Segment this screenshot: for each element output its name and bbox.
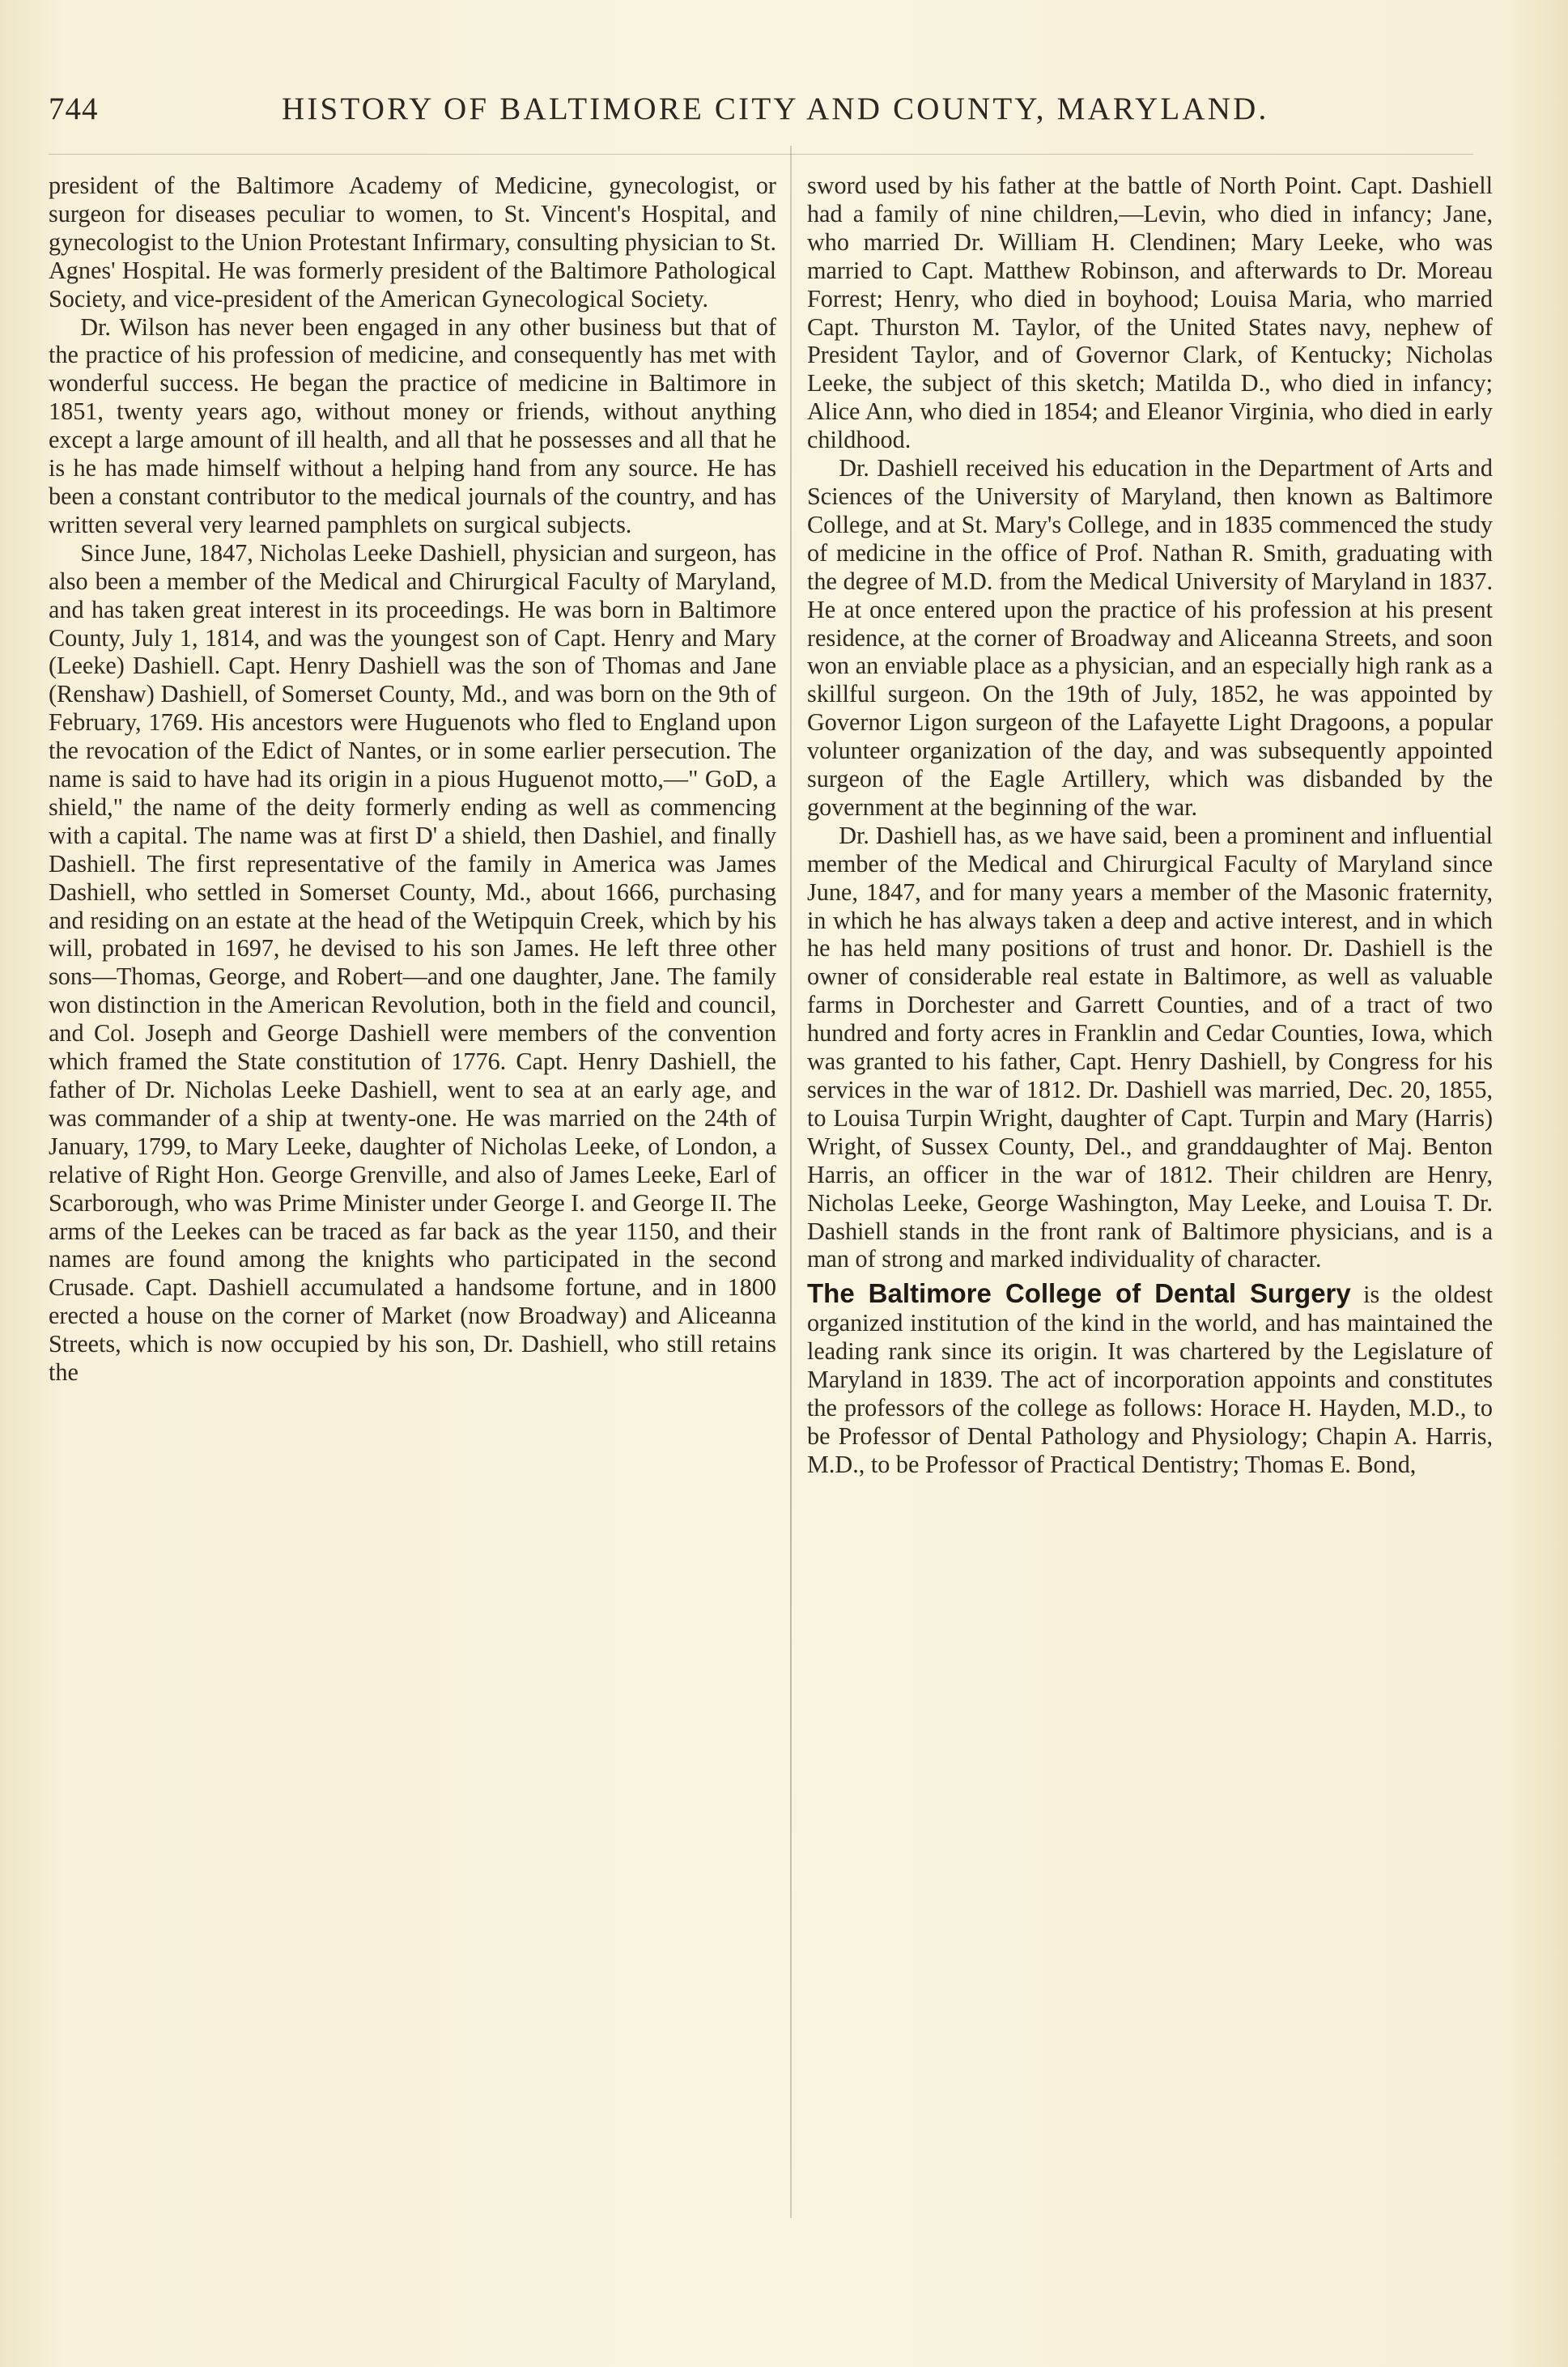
page-header — [49, 91, 1473, 139]
paragraph: Since June, 1847, Nicholas Leeke Dashiell, physician and surgeon, has also been a member of the Medical and Chirurgical Faculty of Maryland, and has taken great interest in its proceedings. He was born in Baltimore County, July 1, 1814, and was the youngest son of Capt. Henry and Mary (Leeke) Dashiell. Capt. Henry Dashiell was the son of Thomas and Jane (Renshaw) Dashiell, of Somerset County, Md., and was born on the 9th of February, 1769. His ancestors were Huguenots who fled to England upon the revocation of the Edict of Nantes, or in some earlier persecution. The name is said to have had its origin in a pious Huguenot motto,—" GoD, a shield," the name of the deity formerly ending as well as commencing with a capital. The name was at first D' a shield, then Dashiel, and finally Dashiell. The first representative of the family in America was James Dashiell, who settled in Somerset County, Md., about 1666, purchasing and residing on an estate at the head of the Wetipquin Creek, which by his will, probated in 1697, he devised to his son James. He left three other sons—Thomas, George, and Robert—and one daughter, Jane. The family won distinction in the American Revolution, both in the field and council, and Col. Joseph and George Dashiell were members of the convention which framed the State constitution of 1776. Capt. Henry Dashiell, the father of Dr. Nicholas Leeke Dashiell, went to sea at an early age, and was commander of a ship at twenty-one. He was married on the 24th of January, 1799, to Mary Leeke, daughter of Nicholas Leeke, of London, a relative of Right Hon. George Grenville, and also of James Leeke, Earl of Scarborough, who was Prime Minister under George I. and George II. The arms of the Leekes can be traced as far back as the year 1150, and their names are found among the knights who participated in the second Crusade. Capt. Dashiell accumulated a handsome fortune, and in 1800 erected a house on the corner of Market (now Broadway) and Aliceanna Streets, which is now occupied by his son, Dr. Dashiell, who still retains the — [49, 538, 776, 1387]
left-column — [49, 172, 776, 1387]
paragraph: president of the Baltimore Academy of Medicine, gynecologist, or surgeon for diseases peculiar to women, to St. Vincent's Hospital, and gynecologist to the Union Protestant Infirmary, consulting physician to St. Agnes' Hospital. He was formerly president of the Baltimore Pathological Society, and vice-president of the American Gynecological Society. — [49, 172, 776, 312]
running-title: HISTORY OF BALTIMORE CITY AND COUNTY, MARYLAND. — [282, 91, 1269, 126]
section-heading: The Baltimore College of Dental Surgery — [807, 1278, 1351, 1309]
paragraph: Dr. Dashiell has, as we have said, been a prominent and influential member of the Medical and Chirurgical Faculty of Maryland since June, 1847, and for many years a member of the Masonic fraternity, in which he has always taken a deep and active interest, and in which he has held many positions of trust and honor. Dr. Dashiell is the owner of considerable real estate in Baltimore, as well as valuable farms in Dorchester and Garrett Counties, and of a tract of two hundred and forty acres in Franklin and Cedar Counties, Iowa, which was granted to his father, Capt. Henry Dashiell, by Congress for his services in the war of 1812. Dr. Dashiell was married, Dec. 20, 1855, to Louisa Turpin Wright, daughter of Capt. Turpin and Mary (Harris) Wright, of Sussex County, Del., and granddaughter of Maj. Benton Harris, an officer in the war of 1812. Their children are Henry, Nicholas Leeke, George Washington, May Leeke, and Louisa T. Dr. Dashiell stands in the front rank of Baltimore physicians, and is a man of strong and marked individuality of character. — [807, 821, 1493, 1273]
column-divider — [790, 146, 792, 2218]
right-column — [807, 172, 1493, 1479]
header-rule — [49, 154, 1473, 155]
section-paragraph-text: is the oldest organized institution of the kind in the world, and has maintained the leading rank since its origin. It was chartered by the Legislature of Maryland in 1839. The act of incorporation appoints and constitutes the professors of the college as follows: Horace H. Hayden, M.D., to be Professor of Dental Pathology and Physiology; Chapin A. Harris, M.D., to be Professor of Practical Dentistry; Thomas E. Bond, — [807, 1281, 1494, 1478]
section-paragraph — [807, 1280, 1493, 1478]
paragraph: Dr. Dashiell received his education in the Department of Arts and Sciences of the University of Maryland, then known as Baltimore College, and at St. Mary's College, and in 1835 commenced the study of medicine in the office of Prof. Nathan R. Smith, graduating with the degree of M.D. from the Medical University of Maryland in 1837. He at once entered upon the practice of his profession at his present residence, at the corner of Broadway and Aliceanna Streets, and soon won an enviable place as a physician, and an especially high rank as a skillful surgeon. On the 19th of July, 1852, he was appointed by Governor Ligon surgeon of the Lafayette Light Dragoons, a popular volunteer organization of the day, and was subsequently appointed surgeon of the Eagle Artillery, which was disbanded by the government at the beginning of the war. — [807, 454, 1493, 821]
page-number: 744 — [49, 91, 99, 126]
paragraph: sword used by his father at the battle of North Point. Capt. Dashiell had a family of nine children,—Levin, who died in infancy; Jane, who married Dr. William H. Clendinen; Mary Leeke, who was married to Capt. Matthew Robinson, and afterwards to Dr. Moreau Forrest; Henry, who died in boyhood; Louisa Maria, who married Capt. Thurston M. Taylor, of the United States navy, nephew of President Taylor, and of Governor Clark, of Kentucky; Nicholas Leeke, the subject of this sketch; Matilda D., who died in infancy; Alice Ann, who died in 1854; and Eleanor Virginia, who died in early childhood. — [807, 172, 1493, 454]
paragraph: Dr. Wilson has never been engaged in any other business but that of the practice of his profession of medicine, and consequently has met with wonderful success. He began the practice of medicine in Baltimore in 1851, twenty years ago, without money or friends, without anything except a large amount of ill health, and all that he possesses and all that he is he has made himself without a helping hand from any source. He has been a constant contributor to the medical journals of the country, and has written several very learned pamphlets on surgical subjects. — [49, 312, 776, 538]
